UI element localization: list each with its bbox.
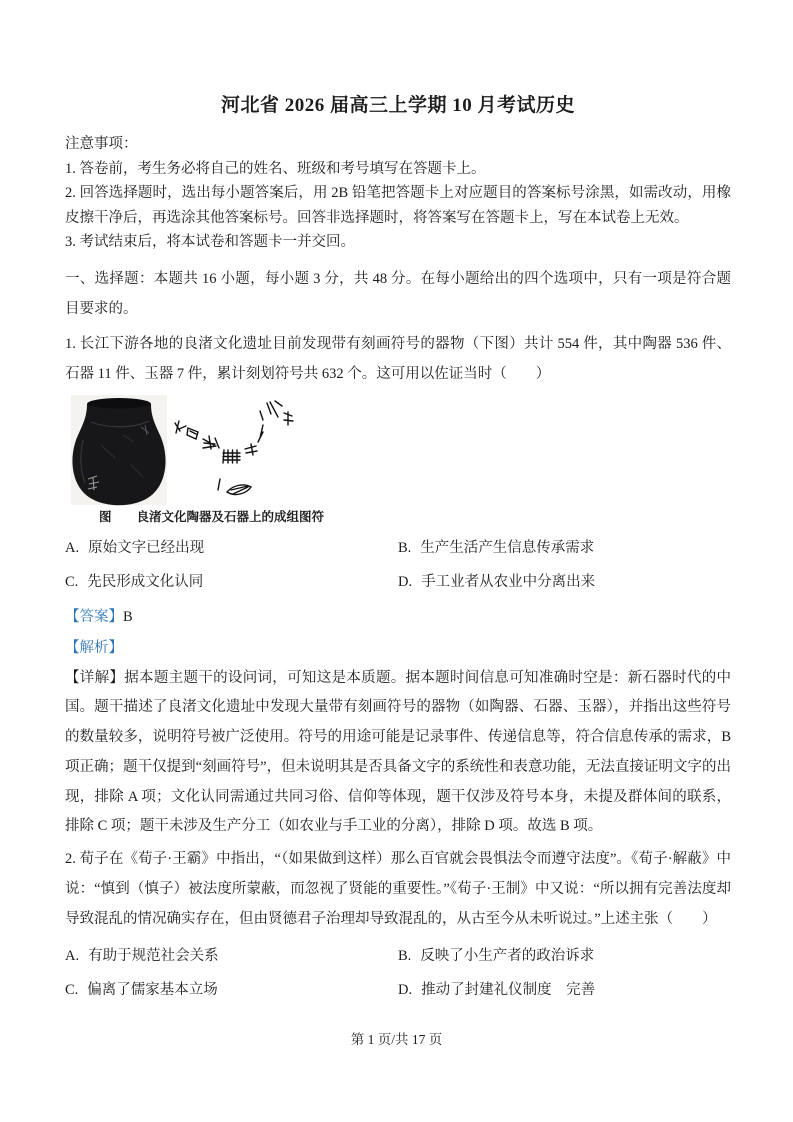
option-b: [398, 939, 731, 973]
incised-symbols: [175, 401, 293, 494]
option-label: A.: [65, 539, 80, 556]
section-one-heading: 一、选择题：本题共 16 小题，每小题 3 分，共 48 分。在每小题给出的四个选项中，只有一项是符合题目要求的。: [65, 270, 731, 317]
option-b: [398, 531, 731, 565]
option-text: 推动了封建礼仪制度 完善: [421, 982, 596, 999]
detail-explanation: [65, 664, 731, 843]
detail-marker: 【详解】: [65, 669, 125, 686]
question-1-stem: 1. 长江下游各地的良渚文化遗址目前发现带有刻画符号的器物（下图）共计 554 件，其中陶器 536 件、石器 11 件、玉器 7 件，累计刻划符号共 632 个。这可用以佐证当时（ ）: [65, 335, 731, 382]
figure-caption: 图 良渚文化陶器及石器上的成组图符: [99, 509, 325, 524]
option-c: [65, 565, 398, 599]
option-c: [65, 973, 398, 1007]
option-d: [398, 973, 731, 1007]
option-label: D.: [398, 573, 413, 590]
option-label: A.: [65, 948, 80, 965]
option-text: 手工业者从农业中分离出来: [421, 573, 596, 590]
option-text: 生产生活产生信息传承需求: [420, 539, 595, 556]
pottery-jar: [72, 398, 165, 505]
answer-row: [65, 602, 731, 633]
option-text: 偏离了儒家基本立场: [87, 982, 218, 999]
notice-heading: 注意事项：: [65, 136, 138, 152]
question-2-stem: 2. 荀子在《荀子·王霸》中指出，“（如果做到这样）那么百官就会畏惧法令而遵守法度”。《荀子·解蔽》中说：“慎到（慎子）被法度所蒙蔽，而忽视了贤能的重要性。”《荀子·王制》中又说：“所以拥有完善法度却导致混乱的情况确实存在，但由贤德君子治理却导致混乱的，从古至今从未听说过。”上述主张（ ）: [65, 851, 731, 928]
option-label: D.: [398, 982, 413, 999]
liangzhu-pottery-figure-image: [71, 395, 301, 507]
notice-section: [65, 132, 731, 255]
question-1-figure: [71, 395, 325, 526]
analysis-row: [65, 633, 731, 664]
option-label: C.: [65, 573, 79, 590]
option-text: 原始文字已经出现: [88, 539, 205, 556]
option-text: 有助于规范社会关系: [88, 948, 219, 965]
option-text: 先民形成文化认同: [87, 573, 204, 590]
question-1-options: [65, 531, 731, 599]
option-a: [65, 531, 398, 565]
notice-item: 2. 回答选择题时，选出每小题答案后，用 2B 铅笔把答题卡上对应题目的答案标号涂黑，如需改动，用橡皮擦干净后，再选涂其他答案标号。回答非选择题时，将答案写在答题卡上，写在本试卷上无效。: [65, 185, 731, 226]
option-label: C.: [65, 982, 79, 999]
question-2-options: [65, 939, 731, 1007]
detail-text: 据本题主题干的设问词，可知这是本质题。据本题时间信息可知准确时空是：新石器时代的中国。题干描述了良渚文化遗址中发现大量带有刻画符号的器物（如陶器、石器、玉器），并指出这些符号的数量较多，说明符号被广泛使用。符号的用途可能是记录事件、传递信息等，符合信息传承的需求，B 项正确；题干仅提到“刻画符号”，但未说明其是否具备文字的系统性和表意功能，无法直接证明文字的出现，排除 A 项；文化认同需通过共同习俗、信仰等体现，题干仅涉及符号本身，未提及群体间的联系，排除 C 项；题干未涉及生产分工（如农业与手工业的分离），排除 D 项。故选 B 项。: [65, 669, 732, 835]
notice-item: 3. 考试结束后，将本试卷和答题卡一并交回。: [65, 234, 355, 250]
option-text: 反映了小生产者的政治诉求: [420, 948, 595, 965]
option-d: [398, 565, 731, 599]
answer-value: B: [123, 608, 133, 625]
option-label: B.: [398, 539, 412, 556]
analysis-marker: 【解析】: [65, 639, 123, 656]
page-title: 河北省 2026 届高三上学期 10 月考试历史: [220, 95, 575, 116]
answer-marker: 【答案】: [65, 608, 123, 625]
page-number-footer: 第 1 页/共 17 页: [350, 1032, 443, 1047]
option-a: [65, 939, 398, 973]
notice-item: 1. 答卷前，考生务必将自己的姓名、班级和考号填写在答题卡上。: [65, 160, 486, 177]
option-label: B.: [398, 948, 412, 965]
